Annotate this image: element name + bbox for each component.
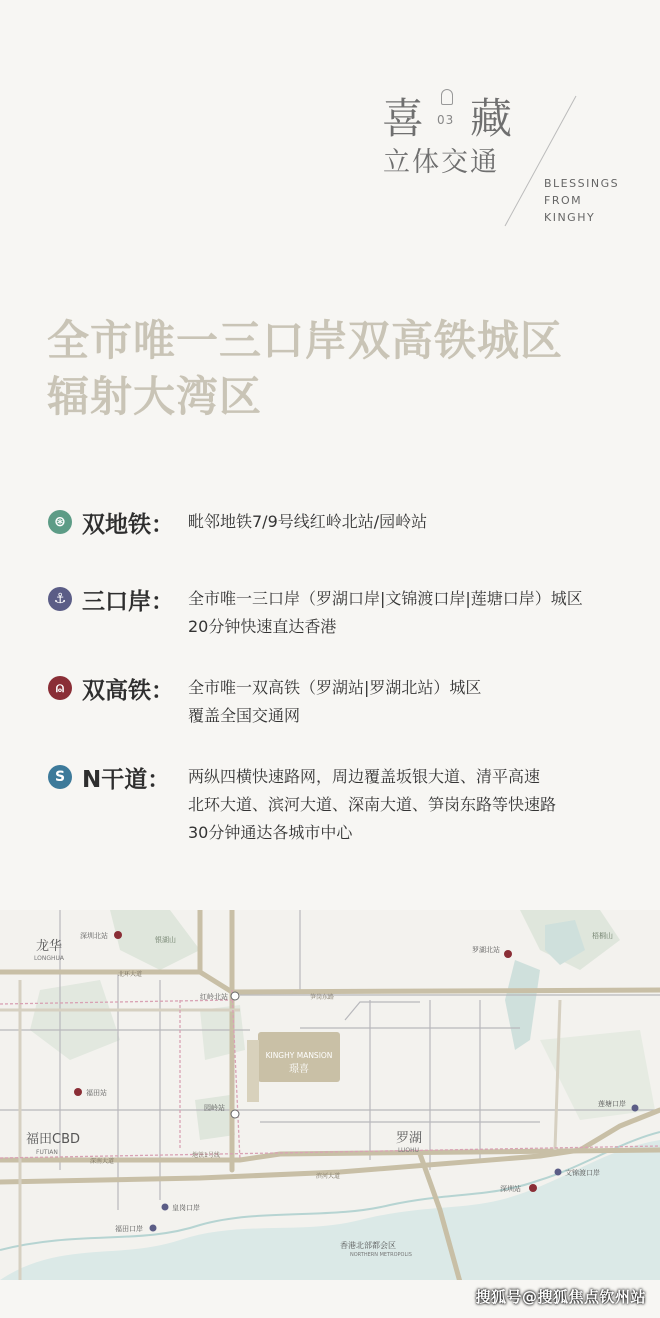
headline-line-1: 全市唯一三口岸双高铁城区 [47,316,564,365]
feature-label: 双高铁： [82,678,174,704]
port-huanggang: 皇岗口岸 [172,1204,200,1212]
section-number: 03 [437,113,455,127]
section-subtitle: 立体交通 [383,147,499,178]
road-label-binhe: 滨河大道 [316,1173,341,1180]
feature-desc-line: 20分钟快速直达香港 [188,617,337,636]
tagline-line: BLESSINGS [544,177,620,190]
title-char-2: 藏 [470,94,513,143]
feature-desc-line: 全市唯一三口岸（罗湖口岸|文锦渡口岸|莲塘口岸）城区 [188,589,583,608]
station-honglingbei: 红岭北站 [200,993,228,1001]
district-futian-en: FUTIAN [36,1149,58,1156]
feature-desc-line: 覆盖全国交通网 [188,706,301,725]
traffic-map [0,910,660,1280]
district-longhua-en: LONGHUA [34,955,64,962]
port-futian: 福田口岸 [115,1225,143,1233]
project-en-label: KINGHY MANSION [265,1051,333,1060]
feature-desc-line: 全市唯一双高铁（罗湖站|罗湖北站）城区 [188,678,482,697]
district-longhua: 龙华 [36,939,63,954]
green-area [195,1095,235,1140]
feature-label: 双地铁： [82,512,174,538]
watermark: 搜狐号@搜狐焦点钦州站 [475,1288,646,1306]
feature-desc-line: 两纵四横快速路网，周边覆盖坂银大道、清平高速 [188,767,541,786]
headline-line-2: 辐射大湾区 [47,372,263,421]
feature-desc-line: 北环大道、滨河大道、深南大道、笋岗东路等快速路 [188,795,557,814]
feature-desc-line: 毗邻地铁7/9号线红岭北站/园岭站 [188,512,428,531]
feature-label: 三口岸： [82,589,174,615]
tagline-line: KINGHY [544,211,596,224]
port-wenjindu: 文锦渡口岸 [565,1169,600,1177]
station-yuanling: 园岭站 [204,1104,225,1112]
headline [47,313,563,425]
road-icon: S [48,765,72,789]
feature-label: N干道： [82,767,171,793]
anchor-icon: ⚓ [48,587,72,611]
metro-icon: ⊛ [48,510,72,534]
section-header [0,0,660,260]
rail-icon: ⍝ [48,676,72,700]
feature-desc [188,674,481,730]
feature-desc-line: 30分钟通达各城市中心 [188,823,353,842]
english-tagline [544,175,619,226]
road-label-beihuan: 北环大道 [118,971,143,978]
district-futian: 福田CBD [26,1132,81,1147]
lake [505,960,540,1050]
station-shenzhen-north: 深圳北站 [80,932,108,940]
road-label-shennan: 深南大道 [90,1158,115,1165]
hk-label-en: NORTHERN METROPOLIS [350,1252,412,1258]
mountain-wutong: 梧桐山 [592,932,613,940]
feature-desc [188,763,556,847]
station-futian: 福田站 [86,1089,107,1097]
station-luohu-north: 罗湖北站 [472,946,500,954]
title-char-1: 喜 [382,94,425,143]
port-liantang: 莲塘口岸 [598,1100,626,1108]
map-canvas [0,910,660,1280]
feature-desc [188,508,427,536]
brand-logo-icon [441,89,453,105]
tagline-line: FROM [544,194,583,207]
project-marker [247,1040,259,1102]
district-luohu-en: LUOHU [398,1147,420,1154]
feature-desc [188,585,583,641]
mountain-yinhu: 银湖山 [155,936,176,944]
hk-label: 香港北部都会区 [340,1241,396,1250]
district-luohu: 罗湖 [396,1131,423,1146]
green-area [200,1005,245,1060]
road-label-sungangdong: 笋岗东路 [310,994,335,1001]
green-area [30,980,120,1060]
road-label-metro1: 地铁1号线 [192,1152,220,1159]
station-shenzhen: 深圳站 [500,1185,521,1193]
project-cn-label: 璟喜 [289,1064,309,1075]
